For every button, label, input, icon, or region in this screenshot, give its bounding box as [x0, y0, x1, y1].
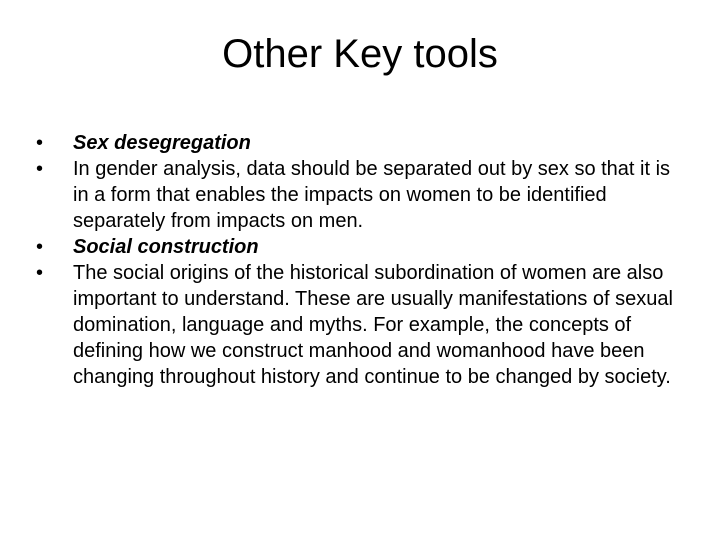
bullet-item-social-construction	[36, 234, 686, 260]
bullet-list	[36, 130, 686, 390]
bullet-marker-icon: •	[36, 262, 44, 284]
bullet-item-sex-desegregation	[36, 130, 686, 156]
bullet-marker-icon: •	[36, 132, 44, 154]
bullet-marker-icon: •	[36, 236, 44, 258]
bullet-heading: Sex desegregation	[73, 132, 251, 154]
bullet-body-text: The social origins of the historical subordination of women are also important to understand. These are usually manifestations of sexual domination, language and myths. For example, the concepts of defining how we construct manhood and womanhood have been changing throughout history and continue to be changed by society.	[73, 262, 673, 388]
slide-title: Other Key tools	[222, 32, 498, 76]
bullet-item-social-origins	[36, 260, 686, 390]
bullet-marker-icon: •	[36, 158, 44, 180]
bullet-body-text: In gender analysis, data should be separated out by sex so that it is in a form that enables the impacts on women to be identified separately from impacts on men.	[73, 158, 671, 232]
bullet-item-gender-analysis	[36, 156, 686, 234]
bullet-heading: Social construction	[73, 236, 259, 258]
